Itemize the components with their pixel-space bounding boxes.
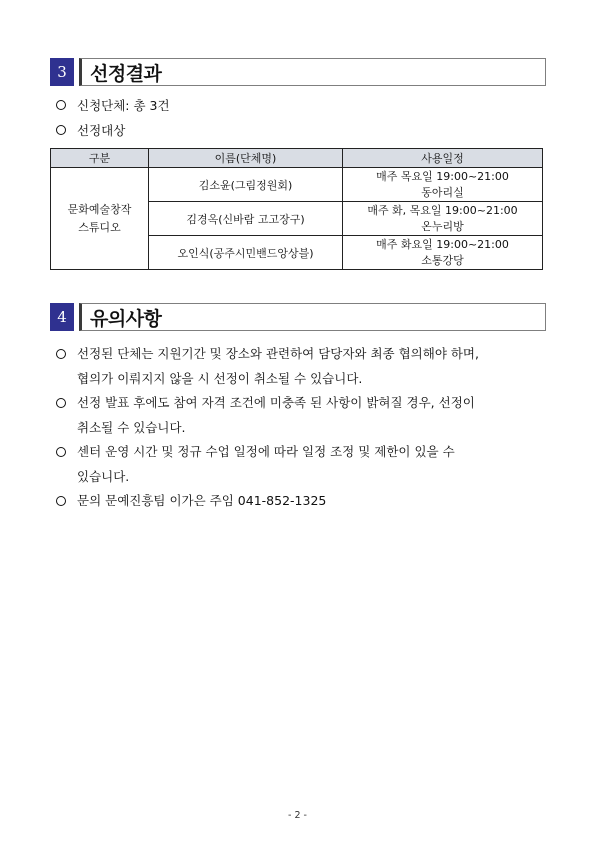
notice-line-continued: 취소될 수 있습니다.: [77, 420, 186, 435]
name-cell: 김소윤(그림정원회): [149, 168, 343, 202]
table-row: [51, 168, 543, 202]
notice-line-continued: 있습니다.: [77, 469, 130, 484]
notice-line: 센터 운영 시간 및 정규 수업 일정에 따라 일정 조정 및 제한이 있을 수: [77, 444, 455, 459]
schedule-cell: [343, 236, 543, 270]
section-3-title-box: [79, 58, 546, 86]
name-cell: 오인식(공주시민밴드앙상블): [149, 236, 343, 270]
notice-line: 선정 발표 후에도 참여 자격 조건에 미충족 된 사항이 밝혀질 경우, 선정이: [77, 395, 475, 410]
schedule-cell: [343, 168, 543, 202]
bullet-text: 신청단체: 총 3건: [77, 98, 170, 113]
schedule-time: 매주 화요일 19:00~21:00: [376, 237, 509, 251]
page-number: - 2 -: [288, 810, 307, 821]
circle-bullet-icon: [56, 100, 66, 110]
notice-line: 선정된 단체는 지원기간 및 장소와 관련하여 담당자와 최종 협의해야 하며,: [77, 346, 479, 361]
schedule-cell: [343, 202, 543, 236]
section-3-header: [50, 58, 546, 86]
notice-item: [56, 341, 546, 391]
section-3-number: 3: [50, 58, 74, 86]
section-4-number: 4: [50, 303, 74, 331]
header-schedule: 사용일정: [343, 149, 543, 168]
section-4-title-box: [79, 303, 546, 331]
table-header-row: [51, 149, 543, 168]
circle-bullet-icon: [56, 349, 66, 359]
section-4-title: 유의사항: [90, 307, 162, 330]
schedule-place: 온누리방: [421, 219, 464, 233]
section-3-title: 선정결과: [90, 62, 162, 85]
notice-item: [56, 439, 546, 489]
circle-bullet-icon: [56, 398, 66, 408]
bullet-applicants: [56, 96, 170, 114]
bullet-text: 선정대상: [77, 123, 126, 138]
header-category: 구분: [51, 149, 149, 168]
schedule-time: 매주 목요일 19:00~21:00: [376, 169, 509, 183]
circle-bullet-icon: [56, 447, 66, 457]
circle-bullet-icon: [56, 125, 66, 135]
schedule-time: 매주 화, 목요일 19:00~21:00: [367, 203, 518, 217]
name-cell: 김경옥(신바람 고고장구): [149, 202, 343, 236]
section-4-header: [50, 303, 546, 331]
selection-table: [50, 148, 543, 270]
schedule-place: 동아리실: [421, 185, 464, 199]
schedule-place: 소통강당: [421, 253, 464, 267]
header-name: 이름(단체명): [149, 149, 343, 168]
notice-line-continued: 협의가 이뤄지지 않을 시 선정이 취소될 수 있습니다.: [77, 371, 363, 386]
notice-item: [56, 390, 546, 440]
category-cell: 문화예술창작 스튜디오: [51, 168, 149, 270]
bullet-selected: [56, 121, 125, 139]
notice-item: [56, 488, 546, 513]
notice-line: 문의 문예진흥팀 이가은 주임 041-852-1325: [77, 493, 327, 508]
circle-bullet-icon: [56, 496, 66, 506]
